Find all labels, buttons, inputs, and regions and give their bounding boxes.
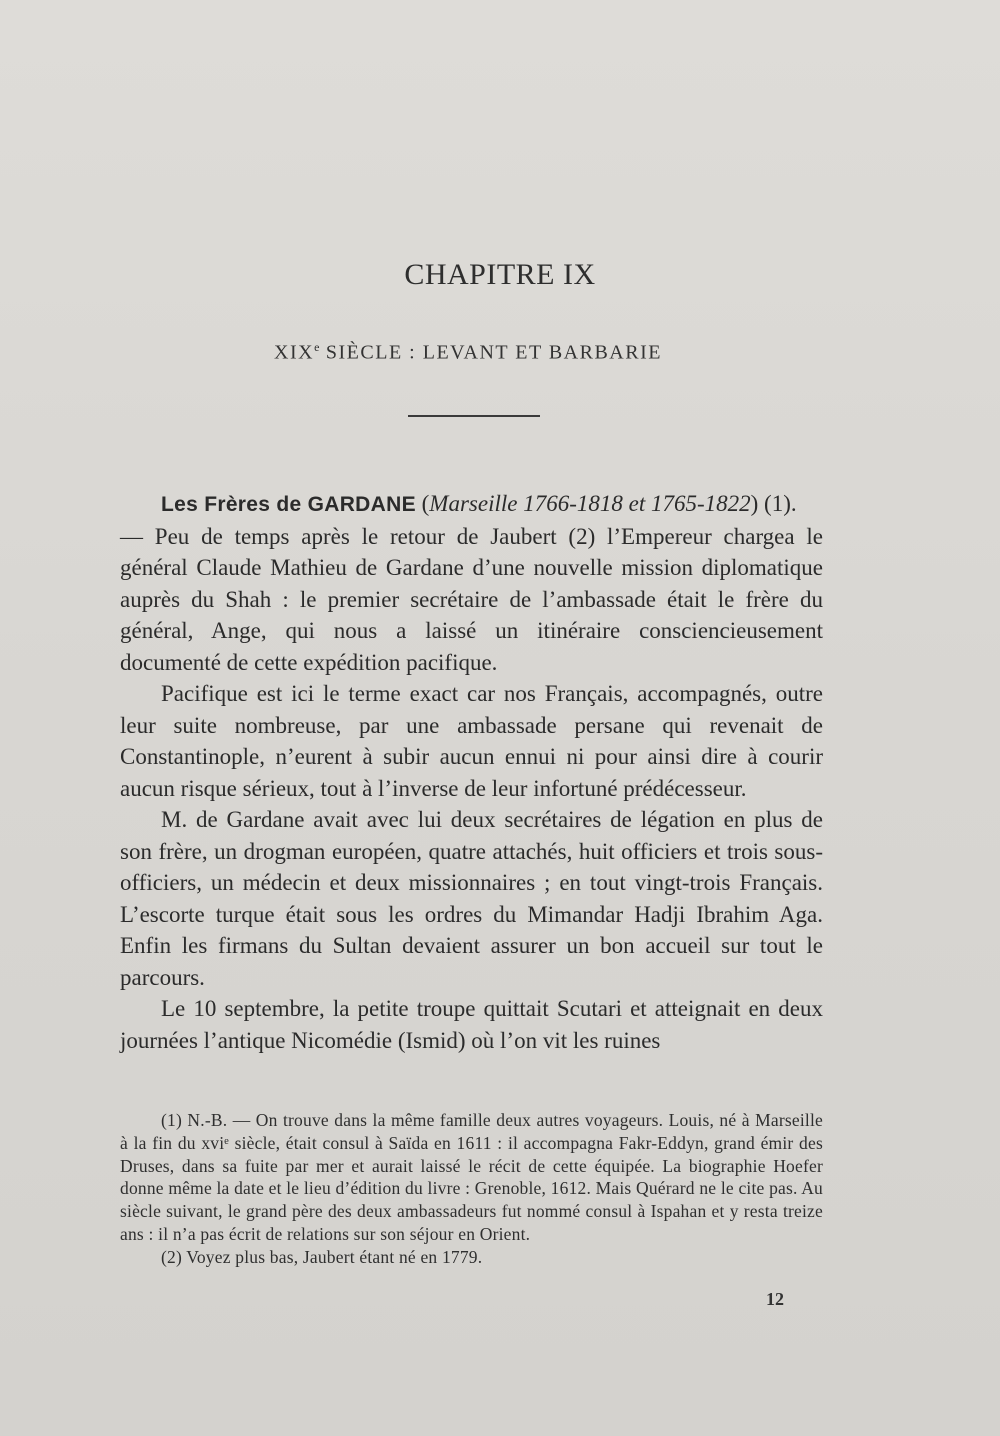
- heading-places: Marseille 1766-1818 et 1765-1822: [429, 491, 751, 516]
- heading-paren-close: ) (1).: [750, 491, 797, 516]
- section-divider: [408, 415, 540, 417]
- page-number: 12: [766, 1289, 784, 1309]
- section-heading: Les Frères de GARDANE: [161, 493, 416, 516]
- chapter-subtitle: [0, 340, 936, 365]
- paragraph-heading: [120, 488, 823, 678]
- paragraph: Le 10 septembre, la petite troupe quittait Scutari et atteignait en deux journées l’antique Nicomédie (Ismid) où l’on vit les ruines: [120, 996, 823, 1053]
- article-body: [120, 488, 823, 1056]
- chapter-title: CHAPITRE IX: [404, 258, 596, 291]
- footnotes: [120, 1109, 823, 1269]
- subtitle-century: XIX: [274, 341, 315, 364]
- footnote: (2) Voyez plus bas, Jaubert étant né en 1779.: [161, 1246, 483, 1267]
- subtitle-superscript: e: [314, 340, 320, 354]
- subtitle-text: SIÈCLE : LEVANT ET BARBARIE: [319, 341, 662, 364]
- footnote: (1) N.-B. — On trouve dans la même famille deux autres voyageurs. Louis, né à Marseille à la fin du xviᵉ siècle, était consul à Saïda en 1611 : il accompagna Fakr-Eddyn, grand émir des Druses, dans sa fuite par mer et aurait laissé le récit de cette équipée. La biographie Hoefer donne même la date et le lieu d’édition du livre : Grenoble, 1612. Mais Quérard ne le cite pas. Au siècle suivant, le grand père des deux ambassadeurs fut nommé consul à Ispahan et y resta treize ans : il n’a pas écrit de relations sur son séjour en Orient.: [120, 1110, 823, 1244]
- paragraph: M. de Gardane avait avec lui deux secrétaires de légation en plus de son frère, un drogman européen, quatre attachés, huit officiers et trois sous-officiers, un médecin et deux missionnaires ; en tout vingt-trois Français. L’escorte turque était sous les ordres du Mimandar Hadji Ibrahim Aga. Enfin les firmans du Sultan devaient assurer un bon accueil sur tout le parcours.: [120, 807, 823, 990]
- paragraph: Pacifique est ici le terme exact car nos Français, accompagnés, outre leur suite nombreuse, par une ambassade persane qui revenait de Constantinople, n’eurent à subir aucun ennui ni pour ainsi dire à courir aucun risque sérieux, tout à l’inverse de leur infortuné prédécesseur.: [120, 681, 823, 801]
- paragraph-text: — Peu de temps après le retour de Jaubert (2) l’Empereur chargea le général Claude Mathieu de Gardane d’une nouvelle mission diplomatique auprès du Shah : le premier secrétaire de l’ambassade était le frère du général, Ange, qui nous a laissé un itinéraire consciencieusement documenté de cette expédition pacifique.: [120, 523, 823, 675]
- heading-paren-open: (: [415, 491, 430, 516]
